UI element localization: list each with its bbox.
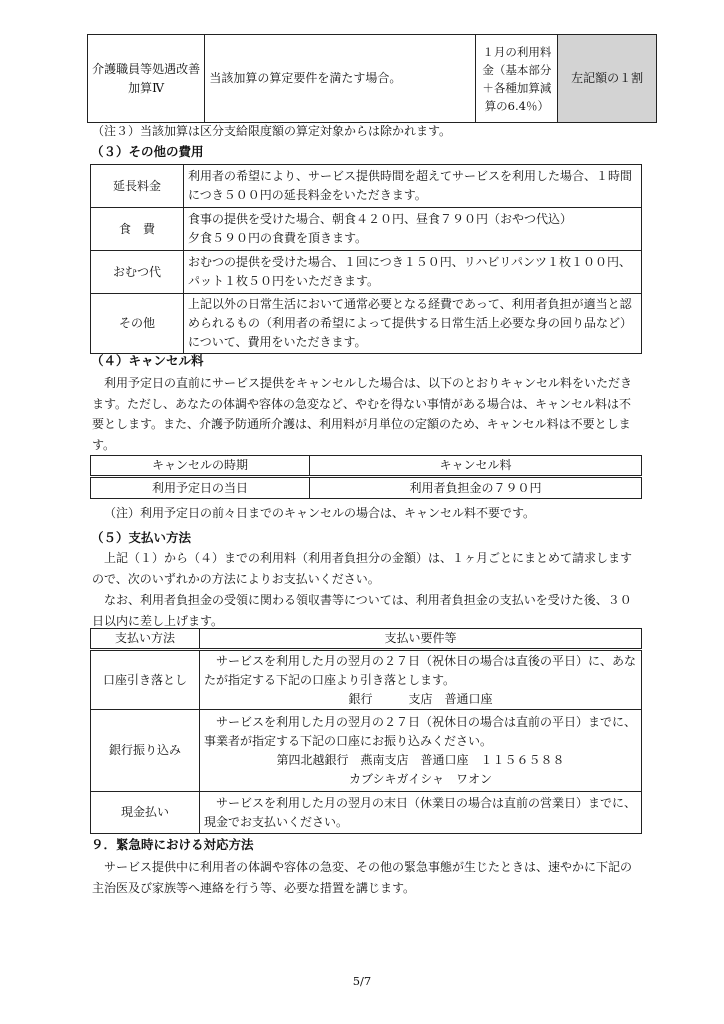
payment-header-method: 支払い方法 bbox=[91, 629, 200, 650]
cancel-note: （注）利用予定日の前々日までのキャンセルの場合は、キャンセル料不要です。 bbox=[104, 506, 536, 520]
payment-text-cash: サービスを利用した月の翌月の末日（休業日の場合は直前の営業日）までに、現金でお支払いください。 bbox=[200, 792, 642, 834]
cancel-table bbox=[90, 455, 642, 499]
payment-transfer-account: 第四北越銀行 燕南支店 普通口座 １１５６５８８ bbox=[276, 752, 565, 767]
top-table-condition: 当該加算の算定要件を満たす場合。 bbox=[205, 35, 476, 123]
note-3: （注３）当該加算は区分支給限度額の算定対象からは除かれます。 bbox=[92, 124, 452, 138]
section3-heading: （３）その他の費用 bbox=[91, 144, 204, 159]
payment-method-transfer: 銀行振り込み bbox=[91, 710, 200, 792]
payment-debit-account: 銀行 支店 普通口座 bbox=[348, 691, 493, 706]
payment-text-transfer bbox=[200, 710, 642, 792]
section5-paragraph1: 上記（１）から（４）までの利用料（利用者負担分の金額）は、１ヶ月ごとにまとめて請求しますので、次のいずれかの方法によりお支払いください。 bbox=[92, 551, 633, 586]
section9-heading: ９．緊急時における対応方法 bbox=[91, 837, 254, 852]
payment-transfer-account-name: カブシキガイシャ ワオン bbox=[349, 771, 492, 786]
fee-text-other: 上記以外の日常生活において通常必要となる経費であって、利用者負担が適当と認められるもの（利用者の希望によって提供する日常生活上必要な身の回り品など）について、費用をいただきます。 bbox=[184, 294, 642, 354]
cancel-header-fee: キャンセル料 bbox=[310, 456, 642, 477]
section5-heading: （５）支払い方法 bbox=[91, 530, 192, 545]
cancel-header-timing: キャンセルの時期 bbox=[91, 456, 310, 477]
section4-heading: （４）キャンセル料 bbox=[91, 353, 204, 368]
fee-text-extension: 利用者の希望により、サービス提供時間を超えてサービスを利用した場合、１時間につき５００円の延長料金をいただきます。 bbox=[184, 165, 642, 208]
fee-label-meal: 食 費 bbox=[91, 208, 184, 251]
top-table bbox=[87, 34, 657, 123]
fee-text-meal-line1: 食事の提供を受けた場合、朝食４２０円、昼食７９０円（おやつ代込） bbox=[188, 212, 573, 226]
fee-text-meal bbox=[184, 208, 642, 251]
fee-text-diaper: おむつの提供を受けた場合、１回につき１５０円、リハビリパンツ１枚１００円、パット１枚５０円をいただきます。 bbox=[184, 251, 642, 294]
top-table-name: 介護職員等処遇改善加算Ⅳ bbox=[88, 35, 205, 123]
page-number: 5/7 bbox=[352, 974, 372, 988]
cancel-fee: 利用者負担金の７９０円 bbox=[310, 477, 642, 499]
payment-text-debit bbox=[200, 650, 642, 710]
payment-debit-text: サービスを利用した月の翌月の２７日（祝休日の場合は直後の平日）に、あなたが指定する下記の口座より引き落とします。 bbox=[204, 653, 637, 687]
section4-paragraph: 利用予定日の直前にサービス提供をキャンセルした場合は、以下のとおりキャンセル料をいただきます。ただし、あなたの体調や容体の急変など、やむを得ない事情がある場合は、キャンセル料は不要とします。また、介護予防通所介護は、利用料が月単位の定額のため、キャンセル料は不要とします。 bbox=[92, 376, 633, 452]
fee-text-meal-line2: 夕食５９０円の食費を頂きます。 bbox=[188, 231, 368, 245]
section5-paragraph2: なお、利用者負担金の受領に関わる領収書等については、利用者負担金の支払いを受けた後、３０日以内に差し上げます。 bbox=[92, 593, 632, 628]
fee-label-extension: 延長料金 bbox=[91, 165, 184, 208]
fee-label-other: その他 bbox=[91, 294, 184, 354]
fee-label-diaper: おむつ代 bbox=[91, 251, 184, 294]
other-fees-table bbox=[90, 164, 642, 354]
payment-method-cash: 現金払い bbox=[91, 792, 200, 834]
payment-method-debit: 口座引き落とし bbox=[91, 650, 200, 710]
payment-table bbox=[90, 628, 642, 834]
payment-header-requirements: 支払い要件等 bbox=[200, 629, 642, 650]
section9-paragraph: サービス提供中に利用者の体調や容体の急変、その他の緊急事態が生じたときは、速やかに下記の主治医及び家族等へ連絡を行う等、必要な措置を講じます。 bbox=[92, 860, 633, 895]
top-table-fee: １月の利用料金（基本部分＋各種加算減算の6.4％） bbox=[476, 35, 558, 123]
top-table-amount: 左記額の１割 bbox=[558, 35, 657, 123]
cancel-timing: 利用予定日の当日 bbox=[91, 477, 310, 499]
payment-transfer-text: サービスを利用した月の翌月の２７日（祝休日の場合は直前の平日）までに、事業者が指定する下記の口座にお振り込みください。 bbox=[204, 714, 637, 748]
